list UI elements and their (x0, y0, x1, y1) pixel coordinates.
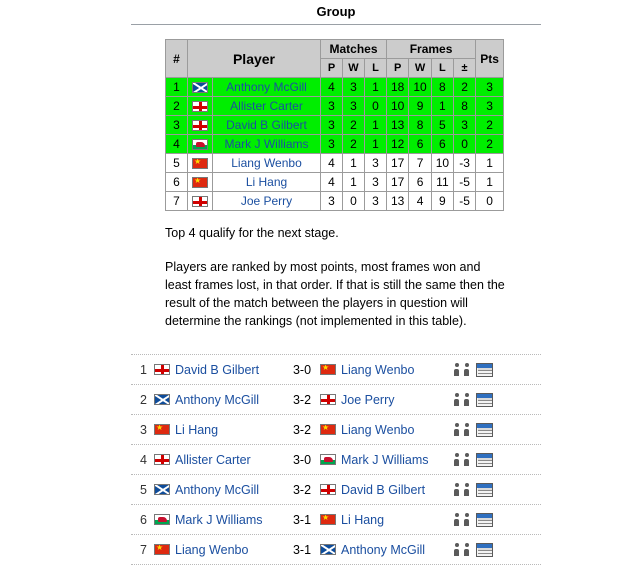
flag-china-icon (320, 424, 336, 435)
list-item[interactable] (131, 535, 541, 565)
row-points: 1 (476, 154, 504, 173)
people-icon[interactable] (454, 423, 469, 436)
col-frames-p: P (387, 59, 409, 78)
match-score: 3-2 (292, 482, 312, 497)
home-player-link[interactable]: Allister Carter (175, 452, 251, 467)
row-flag (188, 154, 213, 173)
home-player-link[interactable]: David B Gilbert (175, 362, 260, 377)
away-player-link[interactable]: Joe Perry (341, 392, 395, 407)
row-rank: 1 (166, 78, 188, 97)
people-icon[interactable] (454, 543, 469, 556)
list-item[interactable] (131, 415, 541, 445)
content-column (131, 0, 541, 565)
row-frames-w: 6 (409, 135, 431, 154)
player-link[interactable]: Liang Wenbo (231, 156, 302, 170)
row-frames-l: 10 (431, 154, 453, 173)
row-frames-w: 4 (409, 192, 431, 211)
row-player (213, 135, 321, 154)
away-player-link[interactable]: Liang Wenbo (341, 362, 415, 377)
row-rank: 7 (166, 192, 188, 211)
col-matches-l: L (365, 59, 387, 78)
row-frames-diff: -3 (454, 154, 476, 173)
row-matches-l: 1 (365, 116, 387, 135)
row-matches-l: 3 (365, 173, 387, 192)
flag-china-icon (192, 177, 208, 188)
col-points: Pts (476, 40, 504, 78)
flag-wales-icon (192, 139, 208, 150)
row-player (213, 97, 321, 116)
row-points: 3 (476, 78, 504, 97)
row-points: 2 (476, 116, 504, 135)
match-home (154, 363, 284, 377)
row-frames-l: 1 (431, 97, 453, 116)
row-matches-w: 2 (343, 135, 365, 154)
col-frames-diff: ± (454, 59, 476, 78)
match-home (154, 483, 284, 497)
row-rank: 4 (166, 135, 188, 154)
row-matches-w: 0 (343, 192, 365, 211)
col-rank: # (166, 40, 188, 78)
row-matches-w: 2 (343, 116, 365, 135)
row-frames-l: 8 (431, 78, 453, 97)
row-player (213, 116, 321, 135)
table-icon[interactable] (476, 543, 493, 557)
row-rank: 6 (166, 173, 188, 192)
row-matches-p: 3 (321, 116, 343, 135)
match-actions (454, 483, 493, 497)
row-frames-diff: -5 (454, 173, 476, 192)
row-frames-p: 17 (387, 173, 409, 192)
flag-england-icon (192, 101, 208, 112)
flag-wales-icon (320, 454, 336, 465)
match-home (154, 453, 284, 467)
match-actions (454, 543, 493, 557)
flag-china-icon (192, 158, 208, 169)
col-matches: Matches (321, 40, 387, 59)
row-matches-l: 1 (365, 78, 387, 97)
people-icon[interactable] (454, 483, 469, 496)
match-away (320, 543, 450, 557)
away-player-link[interactable]: Li Hang (341, 512, 385, 527)
col-matches-p: P (321, 59, 343, 78)
row-matches-p: 4 (321, 173, 343, 192)
flag-china-icon (320, 514, 336, 525)
match-score: 3-0 (292, 452, 312, 467)
home-player-link[interactable]: Liang Wenbo (175, 542, 249, 557)
home-player-link[interactable]: Mark J Williams (175, 512, 263, 527)
player-link[interactable]: Joe Perry (240, 194, 293, 208)
standings-header-row-1 (166, 40, 504, 59)
flag-scotland-icon (320, 544, 336, 555)
col-matches-w: W (343, 59, 365, 78)
row-matches-l: 3 (365, 154, 387, 173)
flag-england-icon (154, 364, 170, 375)
flag-scotland-icon (154, 394, 170, 405)
away-player-link[interactable]: Liang Wenbo (341, 422, 415, 437)
title-divider (131, 24, 541, 25)
table-row (166, 78, 504, 97)
row-matches-l: 3 (365, 192, 387, 211)
match-score: 3-2 (292, 392, 312, 407)
match-home (154, 423, 284, 437)
people-icon[interactable] (454, 363, 469, 376)
match-score: 3-2 (292, 422, 312, 437)
match-actions (454, 513, 493, 527)
row-frames-l: 5 (431, 116, 453, 135)
flag-china-icon (154, 424, 170, 435)
row-matches-p: 4 (321, 154, 343, 173)
row-frames-w: 6 (409, 173, 431, 192)
match-home (154, 393, 284, 407)
match-list (131, 354, 541, 565)
row-matches-l: 1 (365, 135, 387, 154)
match-actions (454, 423, 493, 437)
row-points: 3 (476, 97, 504, 116)
table-row (166, 154, 504, 173)
match-score: 3-1 (292, 542, 312, 557)
row-frames-diff: 8 (454, 97, 476, 116)
table-icon[interactable] (476, 393, 493, 407)
match-score: 3-1 (292, 512, 312, 527)
row-points: 1 (476, 173, 504, 192)
row-frames-l: 9 (431, 192, 453, 211)
row-frames-diff: 2 (454, 78, 476, 97)
home-player-link[interactable]: Anthony McGill (175, 482, 260, 497)
match-away (320, 393, 450, 407)
list-item[interactable] (131, 475, 541, 505)
flag-wales-icon (154, 514, 170, 525)
row-player (213, 192, 321, 211)
match-actions (454, 393, 493, 407)
row-matches-p: 3 (321, 97, 343, 116)
table-icon[interactable] (476, 423, 493, 437)
match-away (320, 513, 450, 527)
flag-england-icon (154, 454, 170, 465)
col-frames-w: W (409, 59, 431, 78)
home-player-link[interactable]: Li Hang (175, 422, 219, 437)
row-matches-p: 4 (321, 78, 343, 97)
flag-china-icon (154, 544, 170, 555)
match-away (320, 363, 450, 377)
row-flag (188, 116, 213, 135)
page-title: Group (316, 4, 356, 19)
match-away (320, 483, 450, 497)
row-frames-p: 13 (387, 116, 409, 135)
flag-england-icon (320, 484, 336, 495)
row-flag (188, 97, 213, 116)
match-score: 3-0 (292, 362, 312, 377)
row-frames-w: 10 (409, 78, 431, 97)
match-actions (454, 453, 493, 467)
col-frames-l: L (431, 59, 453, 78)
qualify-note: Top 4 qualify for the next stage. (165, 226, 339, 240)
player-link[interactable]: Anthony McGill (226, 80, 307, 94)
table-row (166, 135, 504, 154)
match-away (320, 423, 450, 437)
away-player-link[interactable]: Mark J Williams (341, 452, 429, 467)
col-frames: Frames (387, 40, 476, 59)
row-points: 2 (476, 135, 504, 154)
row-frames-p: 12 (387, 135, 409, 154)
row-frames-l: 11 (431, 173, 453, 192)
list-item[interactable] (131, 445, 541, 475)
match-index: 7 (140, 542, 147, 557)
list-item[interactable] (131, 354, 541, 385)
match-index: 2 (140, 392, 147, 407)
match-index: 3 (140, 422, 147, 437)
standings-body (166, 78, 504, 211)
table-icon[interactable] (476, 363, 493, 377)
ranking-rule-note: Players are ranked by most points, most frames won and least frames lost, in that order. If that is still the same then the result of the match between the players in question will determine the rankings (not implemented in this table). (165, 259, 505, 329)
row-rank: 3 (166, 116, 188, 135)
people-icon[interactable] (454, 453, 469, 466)
flag-england-icon (192, 120, 208, 131)
row-frames-w: 7 (409, 154, 431, 173)
match-actions (454, 363, 493, 377)
table-row (166, 116, 504, 135)
home-player-link[interactable]: Anthony McGill (175, 392, 260, 407)
row-points: 0 (476, 192, 504, 211)
list-item[interactable] (131, 505, 541, 535)
match-home (154, 543, 284, 557)
table-icon[interactable] (476, 483, 493, 497)
row-frames-l: 6 (431, 135, 453, 154)
match-index: 4 (140, 452, 147, 467)
player-link[interactable]: Allister Carter (230, 99, 303, 113)
row-flag (188, 78, 213, 97)
away-player-link[interactable]: Anthony McGill (341, 542, 426, 557)
row-frames-diff: -5 (454, 192, 476, 211)
standings-table (165, 39, 504, 211)
table-row (166, 192, 504, 211)
flag-china-icon (320, 364, 336, 375)
row-matches-l: 0 (365, 97, 387, 116)
row-frames-w: 8 (409, 116, 431, 135)
standings-head (166, 40, 504, 78)
flag-england-icon (192, 196, 208, 207)
row-rank: 5 (166, 154, 188, 173)
row-matches-p: 3 (321, 135, 343, 154)
match-index: 1 (140, 362, 147, 377)
player-link[interactable]: Mark J Williams (224, 137, 309, 151)
col-player: Player (188, 40, 321, 78)
flag-scotland-icon (192, 82, 208, 93)
flag-scotland-icon (154, 484, 170, 495)
list-item[interactable] (131, 385, 541, 415)
row-flag (188, 135, 213, 154)
match-away (320, 453, 450, 467)
row-frames-p: 18 (387, 78, 409, 97)
player-link[interactable]: Li Hang (245, 175, 288, 189)
row-flag (188, 173, 213, 192)
people-icon[interactable] (454, 513, 469, 526)
away-player-link[interactable]: David B Gilbert (341, 482, 426, 497)
match-index: 5 (140, 482, 147, 497)
flag-england-icon (320, 394, 336, 405)
row-matches-w: 1 (343, 173, 365, 192)
player-link[interactable]: David B Gilbert (226, 118, 307, 132)
row-frames-p: 13 (387, 192, 409, 211)
row-flag (188, 192, 213, 211)
row-player (213, 78, 321, 97)
row-frames-diff: 0 (454, 135, 476, 154)
row-frames-p: 10 (387, 97, 409, 116)
table-row (166, 173, 504, 192)
table-icon[interactable] (476, 513, 493, 527)
row-matches-p: 3 (321, 192, 343, 211)
row-frames-p: 17 (387, 154, 409, 173)
row-frames-diff: 3 (454, 116, 476, 135)
row-matches-w: 3 (343, 97, 365, 116)
row-matches-w: 1 (343, 154, 365, 173)
match-home (154, 513, 284, 527)
row-rank: 2 (166, 97, 188, 116)
row-frames-w: 9 (409, 97, 431, 116)
people-icon[interactable] (454, 393, 469, 406)
table-row (166, 97, 504, 116)
match-index: 6 (140, 512, 147, 527)
standings-table-wrap (165, 39, 541, 211)
row-player (213, 154, 321, 173)
row-matches-w: 3 (343, 78, 365, 97)
table-icon[interactable] (476, 453, 493, 467)
row-player (213, 173, 321, 192)
